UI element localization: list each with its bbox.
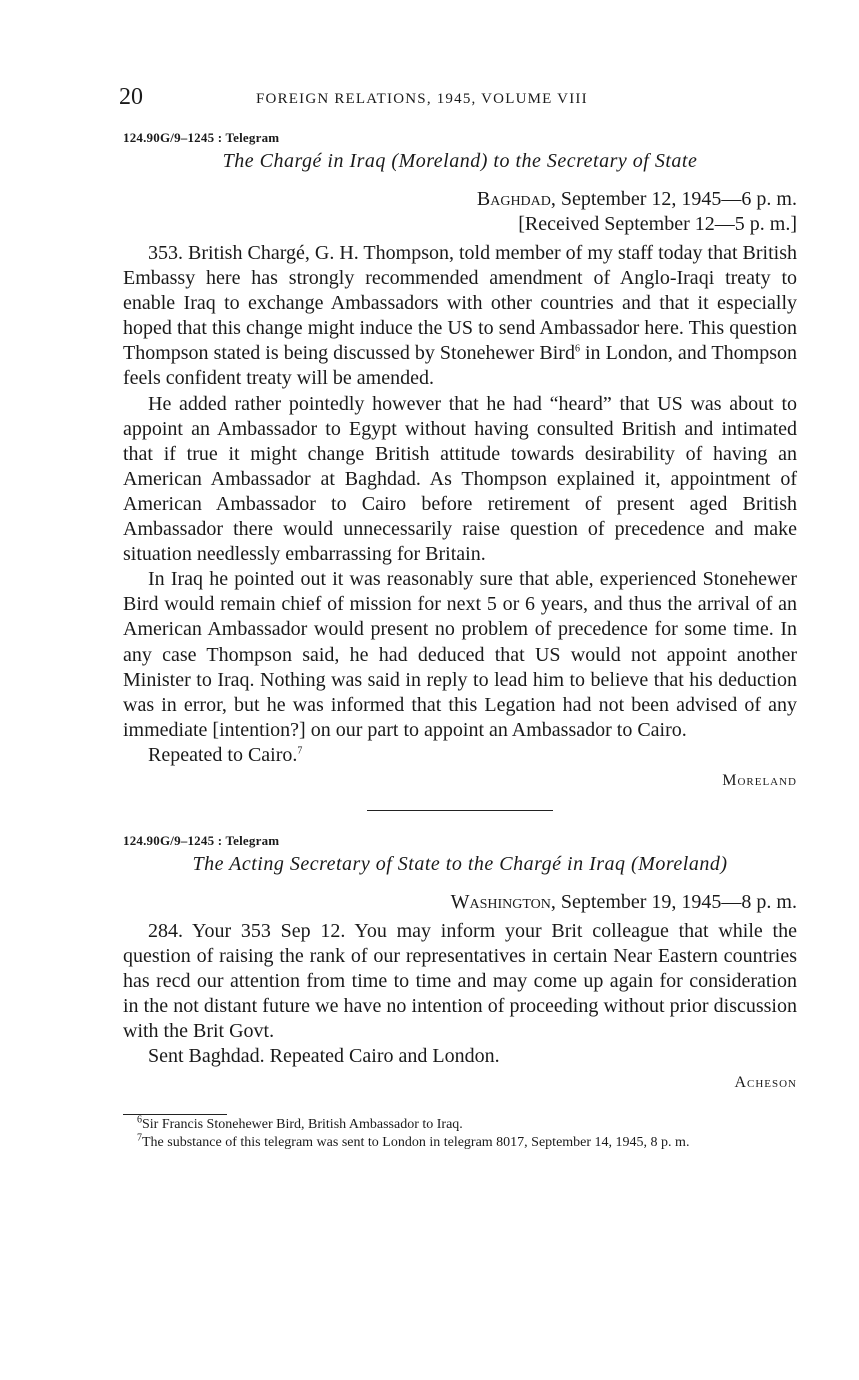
- signature: Acheson: [734, 1073, 797, 1091]
- footnote: [123, 1113, 797, 1133]
- dateline: [123, 890, 797, 915]
- telegram-caption: [123, 853, 797, 876]
- caption-text-a: The Chargé in Iraq (: [222, 150, 399, 172]
- running-title: FOREIGN RELATIONS, 1945, VOLUME VIII: [256, 91, 588, 107]
- signature: Moreland: [722, 771, 797, 789]
- caption-text-a: The Acting Secretary of State to the Chargé in Iraq (: [192, 852, 639, 875]
- paragraph: Sent Baghdad. Repeated Cairo and London.: [148, 1045, 500, 1068]
- paragraph-text: 353. British Chargé, G. H. Thompson, told member of my staff today that British Embassy here has strongly recommended amendment of Anglo-Iraqi treaty to enable Iraq to exchange Ambassadors with other countries and that it especially hoped that this change might induce the US to send Ambassador here. This question Thompson stated is being discussed by Stonehewer Bird: [123, 242, 797, 365]
- caption-text-b: ) to the Secretary of State: [480, 150, 698, 172]
- footnote: [123, 1131, 797, 1151]
- section-divider: [367, 810, 553, 811]
- running-header: [119, 84, 797, 116]
- footnotes: [123, 1113, 797, 1151]
- caption-name: Moreland: [398, 150, 481, 172]
- dateline-place: Washington: [450, 890, 551, 913]
- footnote-text: The substance of this telegram was sent to London in telegram 8017, September 14, 1945, 8 p. m.: [142, 1134, 690, 1150]
- dateline-place: Baghdad: [476, 188, 551, 210]
- footnote-mark: 7: [137, 1131, 142, 1143]
- caption-text-b: ): [720, 852, 728, 875]
- file-number: 124.90G/9–1245 : Telegram: [123, 130, 280, 145]
- telegram-284: [123, 833, 797, 1092]
- telegram-353: [123, 130, 797, 790]
- page-number: 20: [119, 84, 143, 110]
- caption-name: Moreland: [638, 852, 721, 875]
- received-line: [Received September 12—5 p. m.]: [518, 213, 797, 235]
- paragraph: In Iraq he pointed out it was reasonably sure that able, experienced Stonehewer Bird would remain chief of mission for next 5 or 6 years, and thus the arrival of an American Ambassador would present no problem of precedence for some time. In any case Thompson said, he had deduced that US would not appoint another Minister to Iraq. Nothing was said in reply to lead him to believe that his deduction was in error, but he was informed that this Legation had not been advised of any immediate [intention?] on our part to appoint an Ambassador to Cairo.: [123, 568, 797, 741]
- dateline-date: , September 12, 1945—6 p. m.: [550, 188, 797, 210]
- footnote-mark: 6: [137, 1113, 142, 1125]
- paragraph: [123, 743, 797, 768]
- file-number: 124.90G/9–1245 : Telegram: [123, 832, 280, 848]
- document-page: [119, 84, 797, 1151]
- paragraph: He added rather pointedly however that he had “heard” that US was about to appoint an Ambassador to Egypt without having consulted British and intimated that if true it might change British attitude towards desirability of having an American Ambassador at Baghdad. As Thompson explained it, appointment of American Ambassador to Cairo before retirement of present aged British Ambassador there would unnecessarily raise question of precedence and make situation needlessly embarrassing for Britain.: [123, 392, 797, 566]
- footnote-text: Sir Francis Stonehewer Bird, British Ambassador to Iraq.: [142, 1116, 463, 1132]
- paragraph-text: Repeated to Cairo.: [148, 743, 298, 766]
- telegram-caption: [123, 150, 797, 173]
- dateline-date: , September 19, 1945—8 p. m.: [550, 890, 797, 913]
- paragraph: 284. Your 353 Sep 12. You may inform your Brit colleague that while the question of raising the rank of our representatives in certain Near Eastern countries has recd our attention from time to time and may come up again for consideration in the not distant future we have no intention of proceeding without prior discussion with the Brit Govt.: [123, 919, 797, 1043]
- paragraph: [123, 241, 797, 392]
- paragraph-text: in London, and Thompson feels confident treaty will be amended.: [123, 342, 797, 390]
- footnote-ref: 6: [574, 343, 580, 355]
- dateline: [123, 187, 797, 237]
- footnote-ref: 7: [297, 745, 303, 757]
